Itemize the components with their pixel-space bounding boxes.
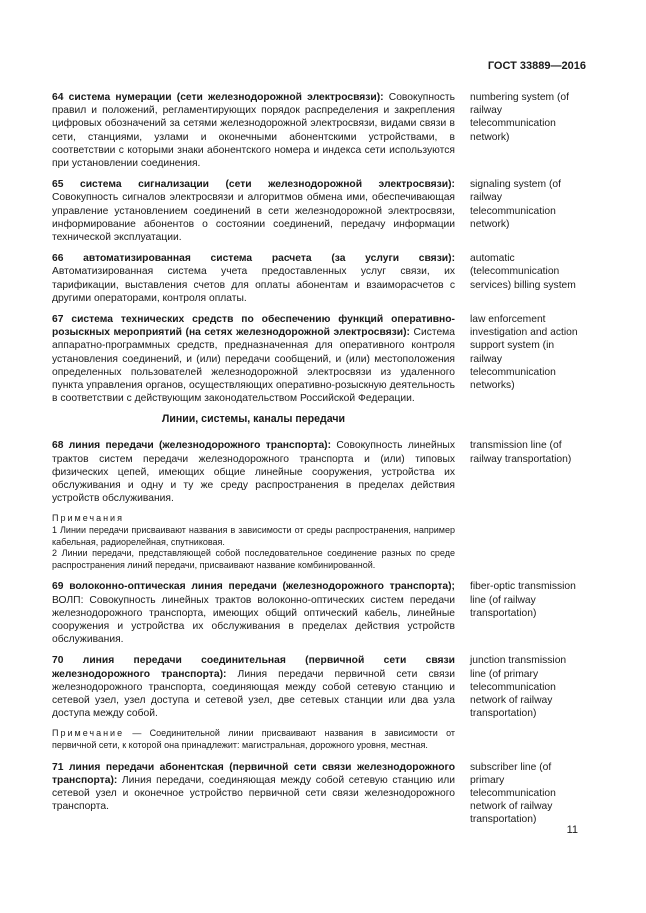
entry-number: 70 [52, 655, 64, 667]
note-text: — Соединительной линии присваивают названия в зависимости от первичной сети, к которой она принадлежит: магистральная, дорожного уровня, местная. [52, 728, 455, 751]
document-body [52, 91, 580, 835]
entry-term: линия передачи соединительная (первичной сети связи железнодорожного транспорта): [52, 655, 455, 680]
note-item: 1 Линии передачи присваивают названия в зависимости от среды распространения, например кабельная, радиорелейная, спутниковая. [52, 525, 455, 547]
entry-number: 67 [52, 314, 64, 326]
entry-number: 66 [52, 253, 64, 265]
page-number: 11 [566, 824, 578, 836]
entry-term: система сигнализации (сети железнодорожной электросвязи): [79, 179, 455, 191]
entry-russian-text [52, 761, 455, 827]
entry-english-term: junction transmission line (of primary telecommunication network of railway transportation) [470, 655, 567, 720]
entry-definition: Линия передачи, соединяющая между собой сетевую станцию или сетевой узел и оконечное устройство первичной сети связи железнодорожного транспорта. [52, 774, 455, 813]
term-entry-66 [52, 252, 580, 305]
term-entry-67 [52, 313, 580, 405]
note-item: 2 Линии передачи, представляющей собой последовательное соединение разных по среде распространения линий передачи, присваивают название комбинированной. [52, 548, 455, 570]
entry-number: 64 [52, 92, 64, 103]
entry-definition: Линия передачи первичной сети связи железнодорожного транспорта, соединяющая между собой сетевую станцию и сетевой узел, узел доступа и сетевой узел, две сетевых станции или два узла доступа между собой. [52, 668, 455, 720]
entry-english-term: transmission line (of railway transportation) [470, 440, 572, 465]
entry-english-term: law enforcement investigation and action support system (in railway telecommunication networks) [470, 314, 578, 392]
entry-term: линия передачи (железнодорожного транспорта): [68, 440, 332, 452]
entry-english-term: automatic (telecommunication services) billing system [470, 253, 576, 291]
entry-russian-text [52, 439, 455, 505]
entry-russian-text [52, 91, 455, 170]
entry-english-term: fiber-optic transmission line (of railway transportation) [470, 581, 576, 619]
note-title: Примечания [52, 513, 124, 524]
section-heading: Линии, системы, каналы передачи [161, 413, 346, 426]
entry-term: система нумерации (сети железнодорожной электросвязи): [68, 92, 384, 103]
note-block-70 [52, 728, 455, 751]
term-entry-69 [52, 580, 580, 646]
entry-term: автоматизированная система расчета (за услуги связи): [83, 253, 455, 265]
entry-russian-text [52, 580, 455, 646]
entry-number: 65 [52, 179, 64, 191]
note-block-68 [52, 513, 455, 571]
term-entry-70 [52, 654, 580, 720]
entry-definition: Совокупность сигналов электросвязи и алгоритмов обмена ими, обеспечивающая управление установлением соединений в сети железнодорожной электросвязи, информирование абонентов о состоянии соединений, передачу информации технической эксплуатации. [52, 192, 455, 244]
term-entry-65 [52, 178, 580, 244]
entry-definition: ВОЛП: Совокупность линейных трактов волоконно-оптических систем передачи железнодорожного транспорта, имеющих общий оптический кабель, линейные сооружения и устройства их обслуживания в пределах действия устройств обслуживания. [52, 594, 455, 646]
entry-number: 69 [52, 581, 64, 593]
entry-english-term: numbering system (of railway telecommunication network) [470, 92, 570, 143]
entry-russian-text [52, 654, 455, 720]
note-title: Примечание [52, 728, 125, 739]
entry-number: 68 [52, 440, 64, 452]
entry-term: линия передачи абонентская (первичной сети связи железнодорожного транспорта): [52, 761, 455, 786]
entry-definition: Система аппаратно-программных средств, предназначенная для оперативного контроля установления соединений, и (или) передачи сообщений, и (или) местоположения определенных пользователей железнодорожной электросвязи из удаленного пункта управления органов, осуществляющих оперативно-розыскную деятельность в соответствии с действующим законодательством Российской Федерации. [52, 327, 455, 405]
entry-definition: Совокупность правил и положений, регламентирующих порядок распределения и закрепления цифровых обозначений за сетями железнодорожной электросвязи, видами связи в сети, станциями, узлами и оконечными абонентскими устройствами, в соответствии с которыми знаки абонентского номера и индекса сети используются при установлении соединения. [52, 92, 455, 170]
entry-russian-text [52, 252, 455, 305]
entry-term: волоконно-оптическая линия передачи (железнодорожного транспорта); [69, 581, 455, 593]
term-entry-64 [52, 91, 580, 170]
term-entry-68 [52, 439, 580, 505]
entry-definition: Совокупность линейных трактов систем передачи железнодорожного транспорта и (или) типовых физических цепей, имеющих общие линейные сооружения, устройства их обслуживания и одну и ту же среду распространения в пределах действия устройств обслуживания. [52, 440, 455, 505]
entry-english-term: signaling system (of railway telecommunication network) [470, 179, 561, 230]
entry-term: система технических средств по обеспечению функций оперативно-розыскных мероприятий (на сетях железнодорожной электросвязи): [52, 314, 455, 339]
entry-english-term: subscriber line (of primary telecommunication network of railway transportation) [470, 761, 556, 826]
entry-number: 71 [52, 761, 64, 773]
term-entry-71 [52, 761, 580, 827]
document-standard-header: ГОСТ 33889—2016 [487, 60, 586, 72]
entry-russian-text [52, 178, 455, 244]
entry-definition: Автоматизированная система учета предоставленных услуг связи, их тарификации, выставления счетов для оплаты абонентам и взаиморасчетов с другими операторами, контроля оплаты. [52, 266, 455, 304]
entry-russian-text [52, 313, 455, 405]
